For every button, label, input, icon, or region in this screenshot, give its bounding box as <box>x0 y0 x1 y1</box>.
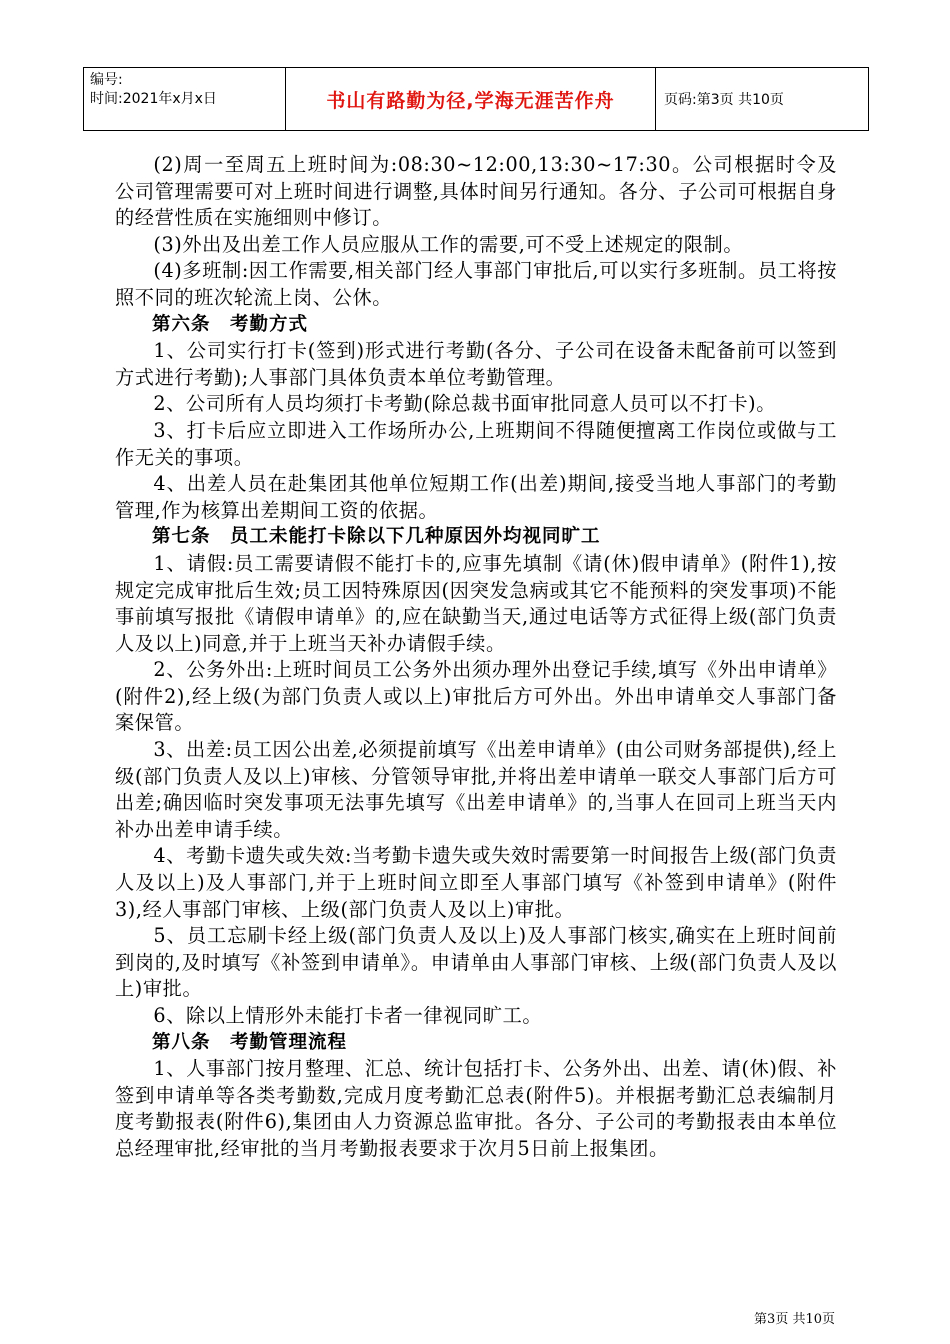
document-time-label: 时间:2021年x月x日 <box>90 91 217 107</box>
paragraph: 1、请假:员工需要请假不能打卡的,应事先填制《请(休)假申请单》(附件1),按规定完成审批后生效;员工因特殊原因(因突发急病或其它不能预料的突发事项)不能事前填写报批《请假申请单》的,应在缺勤当天,通过电话等方式征得上级(部门负责人及以上)同意,并于上班当天补办请假手续。 <box>115 551 837 655</box>
paragraph: 3、出差:员工因公出差,必须提前填写《出差申请单》(由公司财务部提供),经上级(部门负责人及以上)审核、分管领导审批,并将出差申请单一联交人事部门后方可出差;确因临时突发事项无法事先填写《出差申请单》的,当事人在回司上班当天内补办出差申请手续。 <box>115 738 837 841</box>
paragraph: 4、出差人员在赴集团其他单位短期工作(出差)期间,接受当地人事部门的考勤管理,作为核算出差期间工资的依据。 <box>115 472 837 522</box>
document-number-label: 编号: <box>90 72 123 88</box>
paragraph: 1、公司实行打卡(签到)形式进行考勤(各分、子公司在设备未配备前可以签到方式进行考勤);人事部门具体负责本单位考勤管理。 <box>115 339 837 389</box>
paragraph: 1、人事部门按月整理、汇总、统计包括打卡、公务外出、出差、请(休)假、补签到申请单等各类考勤数,完成月度考勤汇总表(附件5)。并根据考勤汇总表编制月度考勤报表(附件6),集团由人力资源总监审批。各分、子公司的考勤报表由本单位总经理审批,经审批的当月考勤报表要求于次月5日前上报集团。 <box>115 1057 837 1160</box>
paragraph: 6、除以上情形外未能打卡者一律视同旷工。 <box>153 1004 543 1027</box>
paragraph: 4、考勤卡遗失或失效:当考勤卡遗失或失效时需要第一时间报告上级(部门负责人及以上)及人事部门,并于上班时间立即至人事部门填写《补签到申请单》(附件3),经人事部门审核、上级(部门负责人及以上)审批。 <box>115 844 837 921</box>
header-page-info: 页码:第3页 共10页 <box>664 92 784 108</box>
page-footer: 第3页 共10页 <box>754 1312 835 1327</box>
section-heading: 第七条 员工未能打卡除以下几种原因外均视同旷工 <box>152 526 601 548</box>
page-header <box>83 67 869 131</box>
header-meta <box>84 68 286 130</box>
paragraph: 2、公务外出:上班时间员工公务外出须办理外出登记手续,填写《外出申请单》(附件2),经上级(为部门负责人或以上)审批后方可外出。外出申请单交人事部门备案保管。 <box>115 658 837 735</box>
paragraph: 5、员工忘刷卡经上级(部门负责人及以上)及人事部门核实,确实在上班时间前到岗的,及时填写《补签到申请单》。申请单由人事部门审核、上级(部门负责人及以上)审批。 <box>115 924 837 1001</box>
document-body <box>115 152 837 1163</box>
section-heading: 第六条 考勤方式 <box>152 313 309 335</box>
paragraph: (2)周一至周五上班时间为:08:30~12:00,13:30~17:30。公司根据时令及公司管理需要可对上班时间进行调整,具体时间另行通知。各分、子公司可根据自身的经营性质在实施细则中修订。 <box>115 153 837 230</box>
header-motto: 书山有路勤为径,学海无涯苦作舟 <box>286 68 656 130</box>
paragraph: (4)多班制:因工作需要,相关部门经人事部门审批后,可以实行多班制。员工将按照不同的班次轮流上岗、公休。 <box>115 259 837 309</box>
paragraph: (3)外出及出差工作人员应服从工作的需要,可不受上述规定的限制。 <box>153 232 744 256</box>
section-heading: 第八条 考勤管理流程 <box>152 1031 348 1053</box>
paragraph: 3、打卡后应立即进入工作场所办公,上班期间不得随便擅离工作岗位或做与工作无关的事项。 <box>115 418 837 469</box>
paragraph: 2、公司所有人员均须打卡考勤(除总裁书面审批同意人员可以不打卡)。 <box>153 392 776 416</box>
